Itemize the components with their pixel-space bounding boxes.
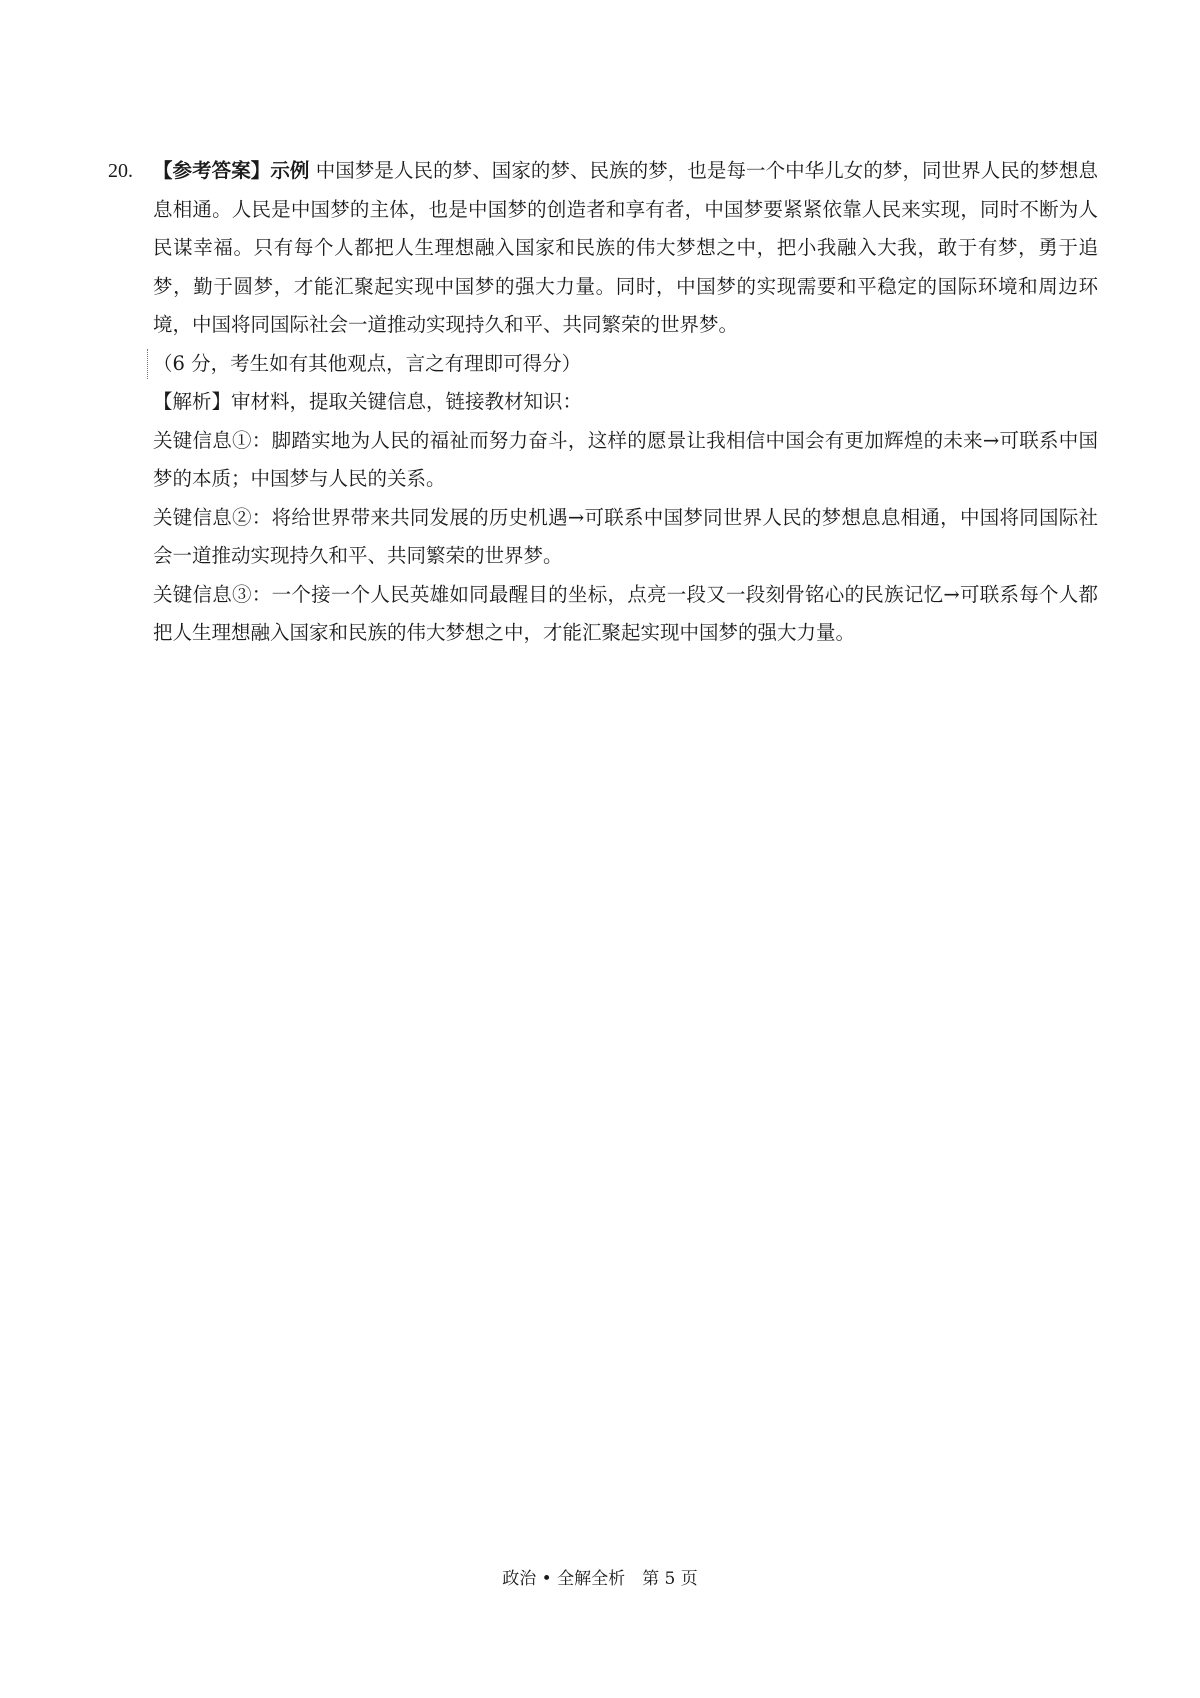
question-20	[108, 152, 1098, 653]
answer-paragraph	[153, 152, 1098, 345]
key-info-label: 关键信息②：	[153, 505, 272, 529]
page-footer: 政治 • 全解全析 第 5 页	[502, 1569, 698, 1589]
key-info-label: 关键信息①：	[153, 428, 272, 452]
question-body	[153, 152, 1098, 653]
key-info-text: 将给世界带来共同发展的历史机遇→可联系中国梦同世界人民的梦想息息相通，中国将同国际社会一道推动实现持久和平、共同繁荣的世界梦。	[153, 505, 1098, 567]
analysis-intro: 审材料，提取关键信息，链接教材知识：	[231, 390, 583, 413]
key-info-3	[153, 576, 1098, 653]
key-info-label: 关键信息③：	[153, 582, 272, 606]
example-label: 示例	[270, 159, 310, 182]
analysis-paragraph	[153, 383, 1098, 422]
score-note: （6 分，考生如有其他观点，言之有理即可得分）	[153, 351, 582, 375]
analysis-label: 【解析】	[153, 390, 232, 413]
score-note-line	[153, 345, 1098, 384]
question-number: 20.	[108, 160, 133, 182]
key-info-text: 一个接一个人民英雄如同最醒目的坐标，点亮一段又一段刻骨铭心的民族记忆→可联系每个人都把人生理想融入国家和民族的伟大梦想之中，才能汇聚起实现中国梦的强大力量。	[153, 582, 1098, 644]
answer-text: 中国梦是人民的梦、国家的梦、民族的梦，也是每一个中华儿女的梦，同世界人民的梦想息息相通。人民是中国梦的主体，也是中国梦的创造者和享有者，中国梦要紧紧依靠人民来实现，同时不断为人民谋幸福。只有每个人都把人生理想融入国家和民族的伟大梦想之中，把小我融入大我，敢于有梦，勇于追梦，勤于圆梦，才能汇聚起实现中国梦的强大力量。同时，中国梦的实现需要和平稳定的国际环境和周边环境，中国将同国际社会一道推动实现持久和平、共同繁荣的世界梦。	[153, 159, 1098, 336]
key-info-2	[153, 499, 1098, 576]
key-info-1	[153, 422, 1098, 499]
key-info-text: 脚踏实地为人民的福祉而努力奋斗，这样的愿景让我相信中国会有更加辉煌的未来→可联系中国梦的本质；中国梦与人民的关系。	[153, 428, 1098, 490]
margin-dotted-mark	[147, 349, 148, 379]
answer-label: 【参考答案】	[153, 159, 271, 182]
